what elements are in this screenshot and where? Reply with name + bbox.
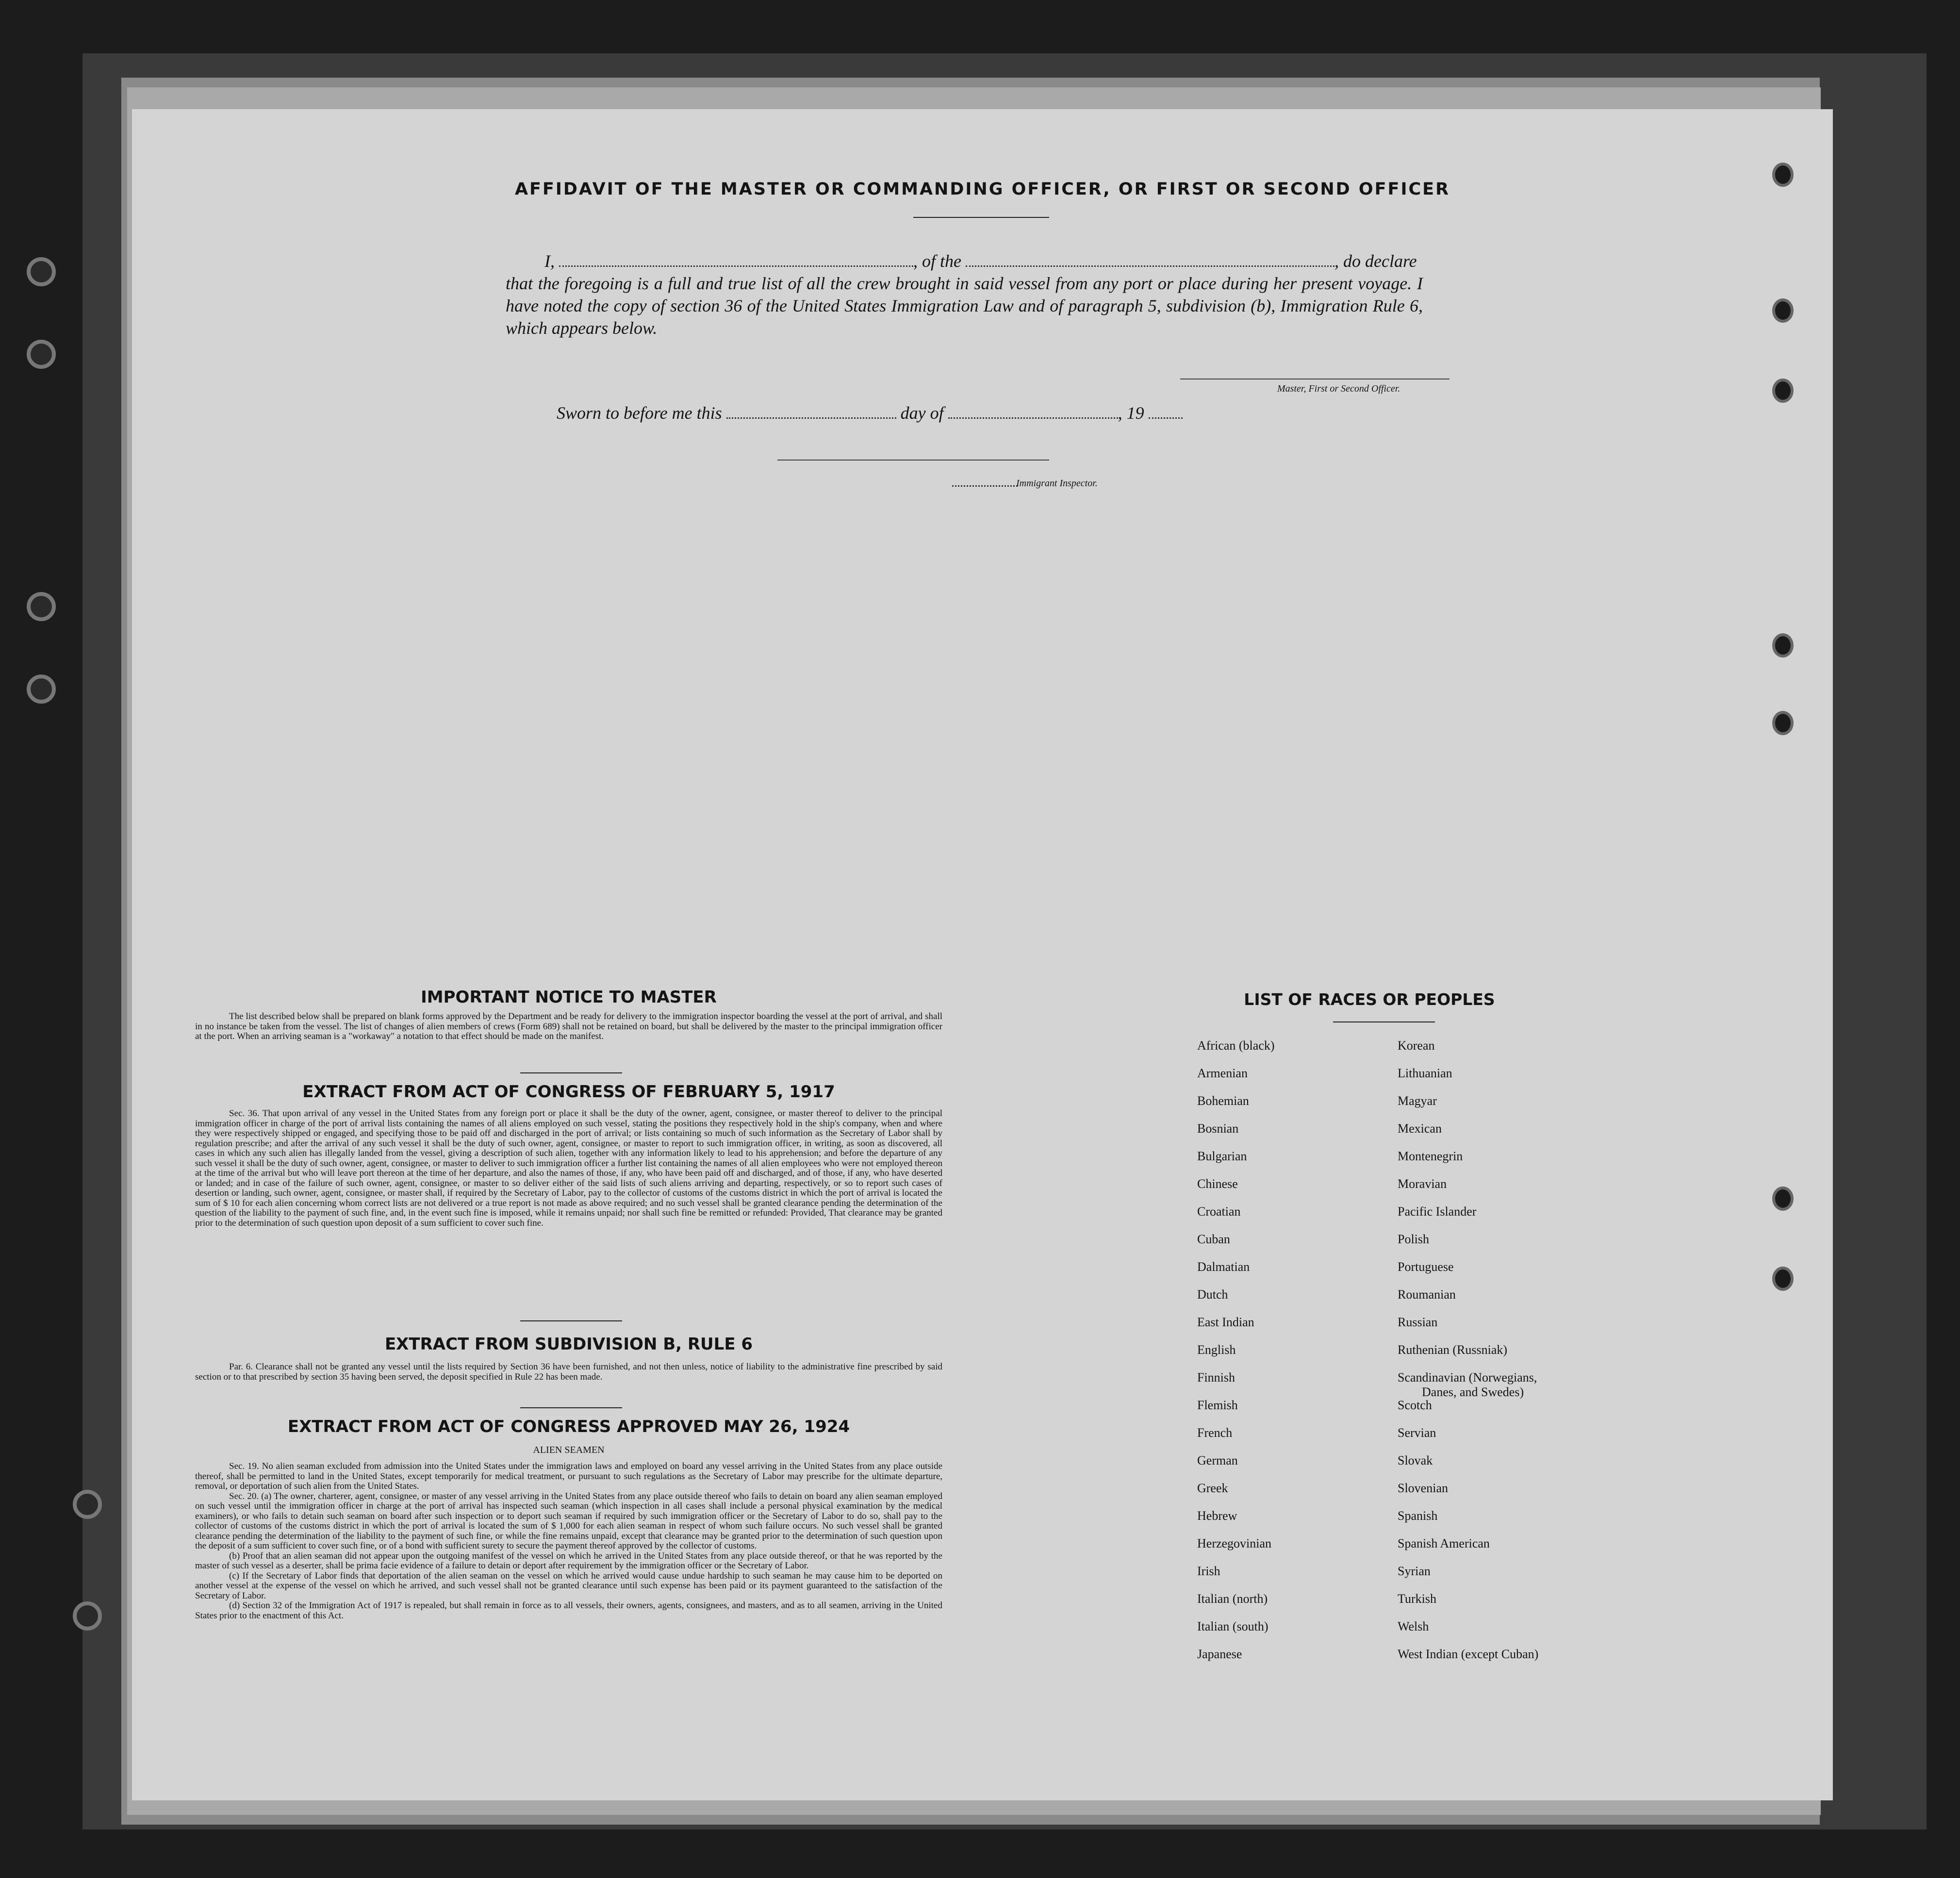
binder-hole [27,592,56,621]
sec19-text: Sec. 19. No alien seaman excluded from admission into the United States under the immigration laws and employed on board any vessel arriving in the United States from any place outside thereof, shall be permitted to land in the United States, except temporarily for medical treatment, or pursuant to such regulations as the Secretary of Labor may prescribe for the ultimate departure, removal, or deportation of such alien from the United States. [195,1461,942,1491]
races-title: LIST OF RACES OR PEOPLES [1244,990,1495,1009]
race-item: Pacific Islander [1398,1204,1477,1219]
race-item: Italian (south) [1197,1619,1268,1633]
binder-hole [27,675,56,704]
sworn-line [557,403,1183,423]
punch-hole [1772,1186,1794,1211]
section-divider [520,1320,622,1321]
day-of-text: day of [900,403,944,423]
race-item: Welsh [1398,1619,1429,1633]
signature-label: Master, First or Second Officer. [1277,383,1400,394]
race-item: Magyar [1398,1094,1437,1108]
races-column-1 [1197,1038,1275,1675]
race-item: Syrian [1398,1564,1431,1578]
race-item-line1: Scandinavian (Norwegians, [1398,1370,1537,1384]
extract-1924-title: EXTRACT FROM ACT OF CONGRESS APPROVED MAY 26, 1924 [287,1417,850,1436]
section-divider [520,1072,622,1073]
race-item: Ruthenian (Russniak) [1398,1343,1508,1357]
sec20a-text: Sec. 20. (a) The owner, charterer, agent, consignee, or master of any vessel arriving in the United States from any place outside thereof who fails to detain on board any alien seaman employed on such vessel until the immigration officer in charge at the port of arrival has inspected such seaman (which inspection in all cases shall include a personal physical examination by the medical examiners), or who fails to detain such seaman on board after such inspection or to deport such seaman if required by such immigration officer or the Secretary of Labor to do so, shall pay to the collector of customs of the customs district in which the port of arrival is located the sum of $ 1,000 for each alien seaman in respect of whom such failure occurs. No such vessel shall be granted clearance pending the determination of the liability to the payment of such fine, or while the fine remains unpaid, except that clearance may be granted prior to the determination of such question upon the deposit of a sum sufficient to cover such fine, or of a bond with sufficient surety to secure the payment thereof approved by the collector of customs. [195,1491,942,1551]
race-item: French [1197,1426,1233,1440]
year-text: , 19 [1118,403,1144,423]
notice-text: The list described below shall be prepared on blank forms approved by the Department and be ready for delivery to the immigration inspector boarding the vessel at the port of arrival, and shall in no instance be taken from the vessel. The list of changes of alien members of crews (Form 689) shall not be retained on board, but shall be delivered by the master to the principal immigration officer at the port. When an arriving seaman is a "workaway" a notation to that effect should be made on the manifest. [195,1011,942,1041]
race-item: Japanese [1197,1647,1242,1661]
month-blank[interactable] [948,406,1118,419]
race-item: Roumanian [1398,1287,1456,1301]
race-item: African (black) [1197,1038,1275,1053]
sec20b-text: (b) Proof that an alien seaman did not appear upon the outgoing manifest of the vessel on which he arrived in the United States from any place outside thereof, or that he was reported by the master of such vessel as a deserter, shall be prima facie evidence of a failure to detain or deport after requirement by the immigration officer or the Secretary of Labor. [195,1550,942,1571]
race-item: Slovak [1398,1453,1433,1467]
races-divider [1333,1021,1435,1022]
punch-hole [1772,298,1794,323]
race-item: Armenian [1197,1066,1248,1080]
affidavit-statement [506,250,1423,339]
race-item: Russian [1398,1315,1438,1329]
extract-rule6-title: EXTRACT FROM SUBDIVISION B, RULE 6 [384,1334,753,1354]
race-item: Cuban [1197,1232,1230,1246]
extract-1917-text: Sec. 36. That upon arrival of any vessel in the United States from any foreign port or place it shall be the duty of the owner, agent, consignee, or master thereof to deliver to the principal immigration officer in charge of the port of arrival lists containing the names of all aliens employed on such vessel, stating the positions they respectively hold in the ship's company, when and where they were respectively shipped or engaged, and specifying those to be paid off and discharged in the port of arrival; or lists containing so much of such information as the Secretary of Labor shall by regulation prescribe; and after the arrival of any such vessel it shall be the duty of such owner, agent, consignee, or master to report to such immigration officer, in writing, as soon as discovered, all cases in which any such alien has illegally landed from the vessel, giving a description of such alien, together with any information likely to lead to his apprehension; and before the departure of any such vessel it shall be the duty of such owner, agent, consignee, or master to deliver to such immigration officer a further list containing the names of all alien employees who were not employed thereon at the time of the arrival but who will leave port thereon at the time of her departure, and also the names of those, if any, who have been paid off and discharged, and of those, if any, who have deserted or landed; and in case of the failure of such owner, agent, consignee, or master to so deliver either of the said lists of such aliens arriving and departing, respectively, or so to report such cases of desertion or landing, such owner, agent, consignee, or master shall, if required by the Secretary of Labor, pay to the collector of customs of the customs district in which the port of arrival is located the sum of $ 10 for each alien concerning whom correct lists are not delivered or a true report is not made as above required; and no such vessel shall be granted clearance pending the determination of the question of the liability to the payment of such fine, and, in the event such fine is imposed, while it remains unpaid; nor shall such fine be remitted or refunded: Provided, That clearance may be granted prior to the determination of such question upon deposit of a sum sufficient to cover such fine. [195,1108,942,1228]
year-blank[interactable] [1149,406,1183,419]
race-item: Mexican [1398,1121,1442,1136]
binder-hole [27,340,56,369]
binder-hole [73,1490,102,1519]
sworn-text: Sworn to before me this [557,403,722,423]
race-item: Turkish [1398,1592,1436,1606]
race-item: West Indian (except Cuban) [1398,1647,1539,1661]
race-item: Moravian [1398,1177,1447,1191]
title-divider [913,217,1049,218]
extract-1917-title: EXTRACT FROM ACT OF CONGRESS OF FEBRUARY 5, 1917 [302,1082,835,1102]
punch-hole [1772,379,1794,403]
race-item: Croatian [1197,1204,1241,1219]
race-item: Greek [1197,1481,1228,1495]
race-item: English [1197,1343,1236,1357]
name-blank[interactable] [559,254,913,267]
race-item: Bulgarian [1197,1149,1247,1163]
races-column-2 [1398,1038,1538,1675]
race-item: Herzegovinian [1197,1536,1272,1550]
race-item: Servian [1398,1426,1436,1440]
day-blank[interactable] [726,406,896,419]
inspector-signature-line[interactable] [777,460,1049,461]
race-item: Flemish [1197,1398,1238,1412]
race-item: Lithuanian [1398,1066,1452,1080]
race-item: Dutch [1197,1287,1228,1301]
inspector-dots [952,476,1018,487]
race-item: Spanish American [1398,1536,1490,1550]
binder-hole [73,1601,102,1631]
affidavit-do-declare: , do declare [1334,251,1417,271]
vessel-blank[interactable] [966,254,1334,267]
affidavit-body: that the foregoing is a full and true list of all the crew brought in said vessel from any port or place during her present voyage. I have noted the copy of section 36 of the United States Immigration Law and of paragraph 5, subdivision (b), Immigration Rule 6, which appears below. [506,274,1423,338]
punch-hole [1772,711,1794,735]
race-item: Slovenian [1398,1481,1448,1495]
extract-1924-text [195,1462,942,1621]
race-item: Bosnian [1197,1121,1239,1136]
race-item-line2: Danes, and Swedes) [1422,1385,1524,1399]
sec20d-text: (d) Section 32 of the Immigration Act of 1917 is repealed, but shall remain in force as to all vessels, their owners, agents, consignees, and masters, and as to all seamen, arriving in the United States prior to the enactment of this Act. [195,1600,942,1621]
race-item: Hebrew [1197,1509,1237,1523]
race-item: Dalmatian [1197,1260,1250,1274]
race-item: German [1197,1453,1238,1467]
extract-rule6-text: Par. 6. Clearance shall not be granted any vessel until the lists required by Section 36 have been furnished, and not then unless, notice of liability to the administrative fine prescribed by said section or to that prescribed by section 35 having been served, the deposit specified in Rule 22 has been made. [195,1362,942,1382]
race-item: Chinese [1197,1177,1238,1191]
race-item: Bohemian [1197,1094,1249,1108]
race-item: Montenegrin [1398,1149,1463,1163]
section-divider [520,1407,622,1408]
sec20c-text: (c) If the Secretary of Labor finds that deportation of the alien seaman on the vessel on which he arrived would cause undue hardship to such seaman he may cause him to be deported on another vessel at the expense of the vessel on which he arrived, and such vessel shall not be granted clearance until such expense has been paid or its payment guaranteed to the satisfaction of the Secretary of Labor. [195,1570,942,1601]
race-item: Polish [1398,1232,1430,1246]
race-item: Spanish [1398,1509,1438,1523]
binder-hole [27,257,56,286]
notice-title: IMPORTANT NOTICE TO MASTER [421,988,717,1007]
punch-hole [1772,633,1794,658]
affidavit-of-the: , of the [913,251,961,271]
alien-seamen-subtitle: ALIEN SEAMEN [533,1445,605,1455]
race-item: East Indian [1197,1315,1254,1329]
race-item: Finnish [1197,1370,1235,1384]
inspector-label: Immigrant Inspector. [1016,478,1098,489]
race-item [1398,1370,1538,1398]
race-item: Korean [1398,1038,1435,1053]
race-item: Italian (north) [1197,1592,1268,1606]
affidavit-i: I, [544,251,555,271]
punch-hole [1772,1267,1794,1291]
affidavit-page [132,109,1833,1800]
affidavit-title: AFFIDAVIT OF THE MASTER OR COMMANDING OFFICER, OR FIRST OR SECOND OFFICER [514,180,1450,199]
race-item: Scotch [1398,1398,1432,1412]
race-item: Irish [1197,1564,1220,1578]
race-item: Portuguese [1398,1260,1454,1274]
